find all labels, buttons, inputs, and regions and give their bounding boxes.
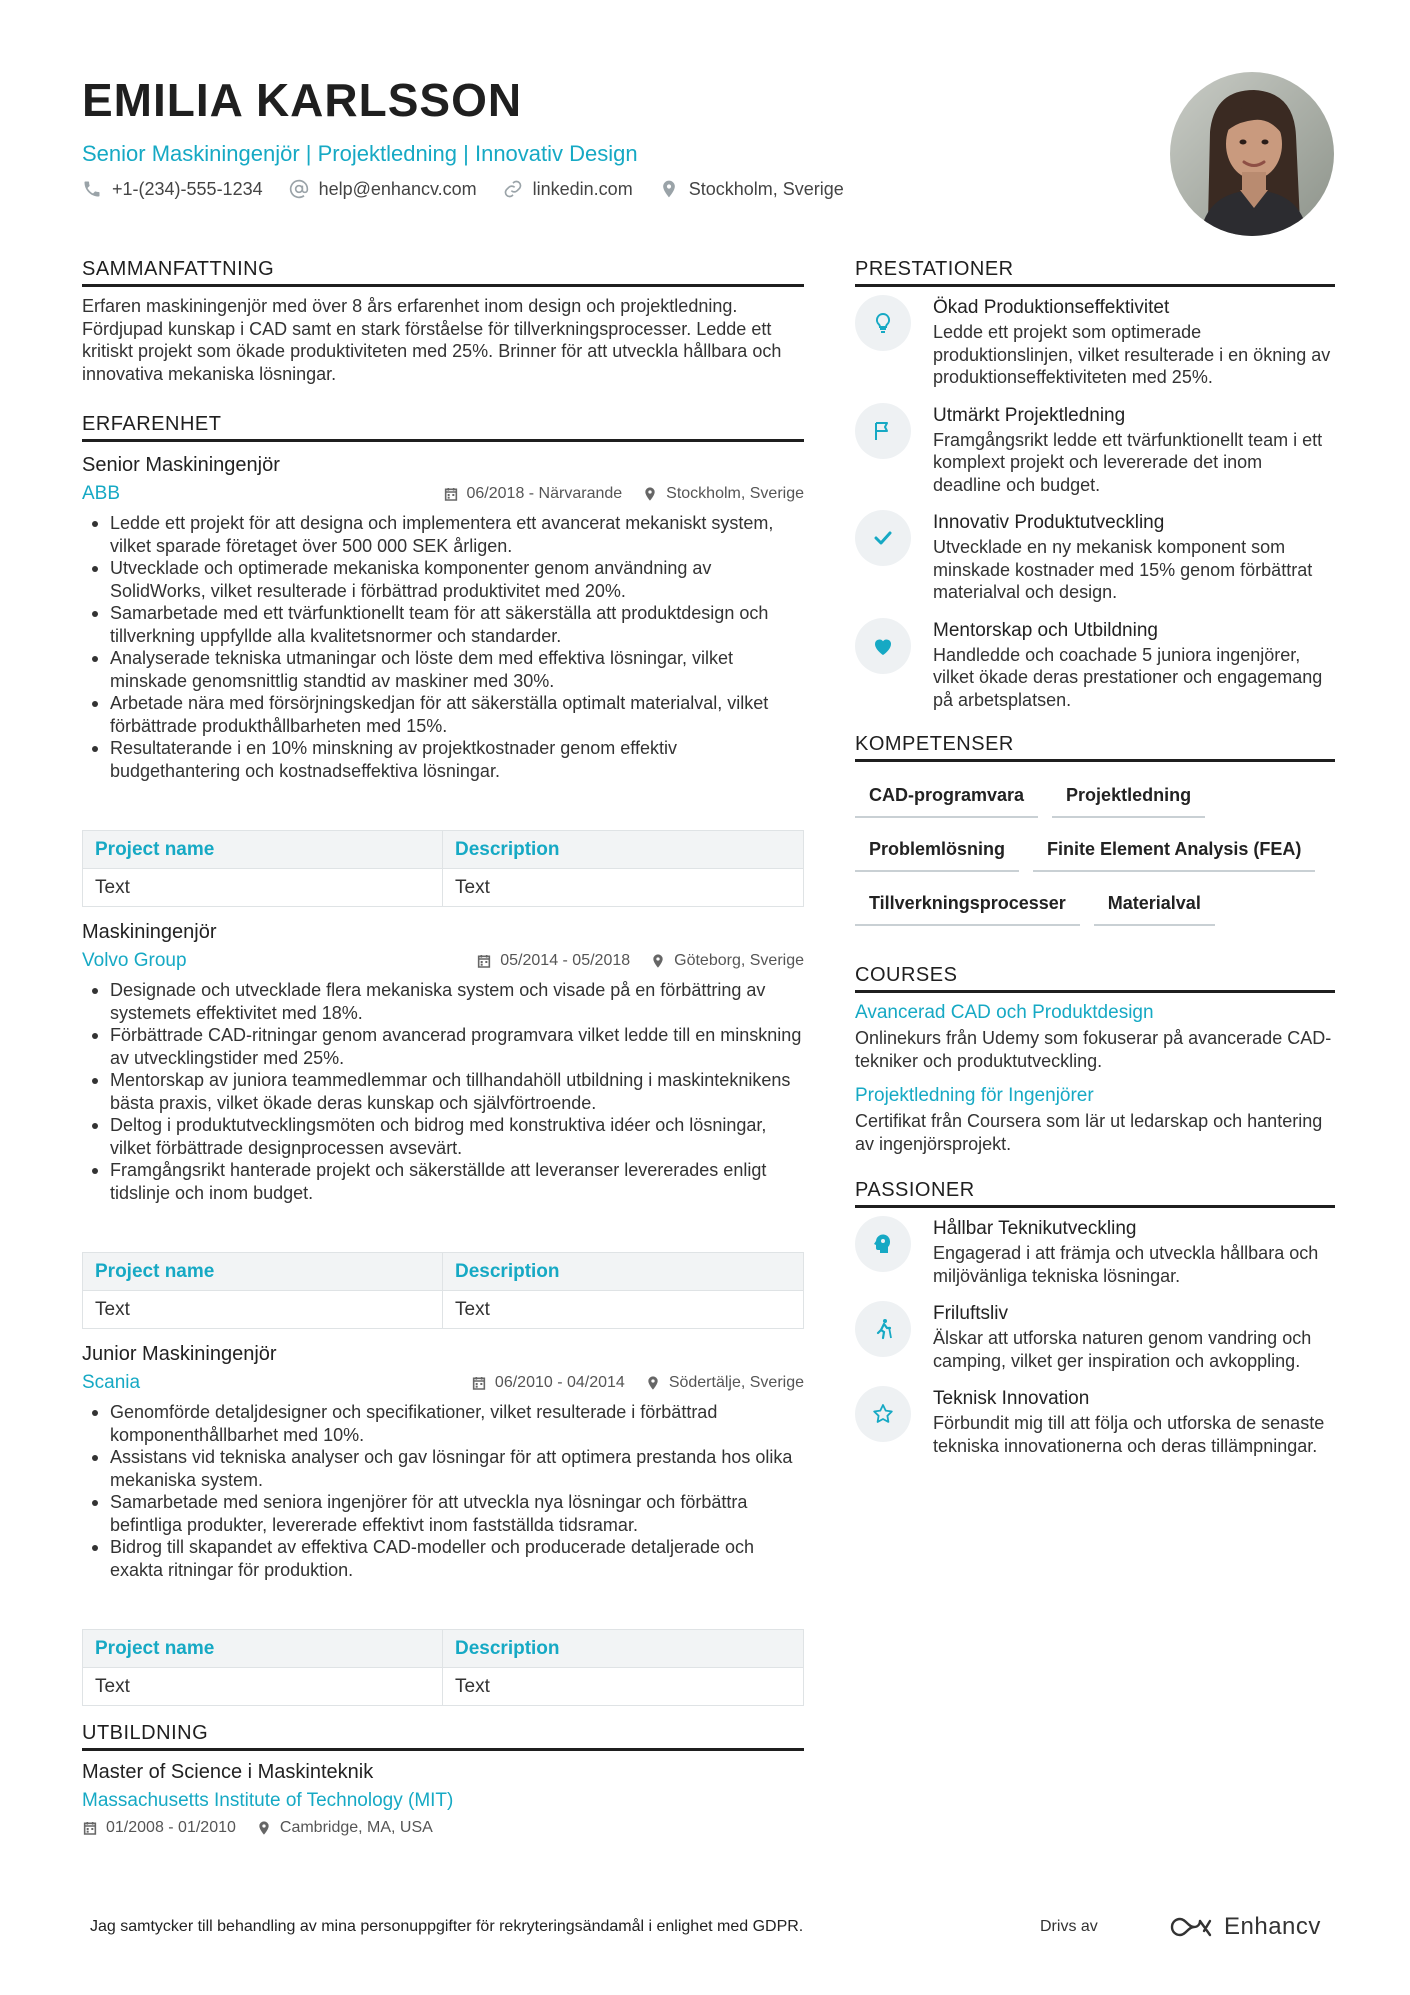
contact-location [659,176,844,202]
passions-heading: PASSIONER [855,1177,1335,1208]
hiking-icon [871,1317,895,1341]
passion-item [855,1216,1335,1287]
list-item: Bidrog till skapandet av effektiva CAD-modeller och producerade detaljerade och exakta ritningar för produktion. [82,1536,804,1581]
lightbulb-icon [871,311,895,335]
table-header-description: Description [443,1253,804,1291]
achievement-icon-wrap [855,510,911,566]
table-cell: Text [443,1291,804,1329]
job-bullets [82,1401,804,1581]
job-dates-text: 05/2014 - 05/2018 [500,952,631,969]
table-header-description: Description [443,831,804,869]
education-meta [82,1815,804,1841]
achievement-item [855,295,1335,389]
project-table [82,1629,804,1706]
course-desc: Certifikat från Coursera som lär ut ledarskap och hantering av ingenjörsprojekt. [855,1111,1323,1154]
passion-desc: Förbundit mig till att följa och utforska de senaste tekniska innovationerna och deras tillämpningar. [933,1413,1325,1456]
contact-phone [82,176,263,202]
project-table [82,1252,804,1329]
summary-text: Erfaren maskiningenjör med över 8 års erfarenhet inom design och projektledning. Fördjupad kunskap i CAD samt en stark förståelse för tillverkningsprocesser. Ledde ett kritiskt projekt som ökade produktiviteten med 25%. Brinner för att utveckla hållbara och innovativa mekaniska lösningar. [82,296,782,384]
job-entry [82,450,804,907]
location-icon [256,1820,272,1836]
skill-tag: Problemlösning [855,832,1019,872]
list-item: Förbättrade CAD-ritningar genom avancerad programvara vilket ledde till en minskning av utvecklingstider med 25%. [82,1024,804,1069]
job-title: Junior Maskiningenjör [82,1343,277,1365]
list-item: Resultaterande i en 10% minskning av projektkostnader genom effektiv budgethantering och kostnadseffektiva lösningar. [82,737,804,782]
achievement-item [855,403,1335,497]
course-title: Avancerad CAD och Produktdesign [855,1002,1154,1023]
table-header-row [83,1253,804,1291]
education-section [82,1720,804,1841]
summary-section [82,256,804,385]
job-dates [443,480,623,508]
calendar-icon [82,1820,98,1836]
skill-tag: CAD-programvara [855,778,1038,818]
link-icon [503,179,523,199]
job-entry [82,1339,804,1706]
achievements-heading: PRESTATIONER [855,256,1335,287]
table-header-description: Description [443,1630,804,1668]
location-icon [645,1375,661,1391]
profile-photo [1170,72,1334,236]
brain-icon [871,1232,895,1256]
table-header-row [83,1630,804,1668]
achievement-title: Utmärkt Projektledning [933,404,1126,426]
list-item: Genomförde detaljdesigner och specifikationer, vilket resulterade i förbättrad komponenthållbarhet med 10%. [82,1401,804,1446]
calendar-icon [443,486,459,502]
passion-item [855,1301,1335,1372]
job-company: ABB [82,483,121,504]
calendar-icon [471,1375,487,1391]
job-location-text: Stockholm, Sverige [666,485,804,502]
skills-section [855,731,1335,926]
education-location [256,1815,433,1841]
gdpr-consent: Jag samtycker till behandling av mina personuppgifter för rekryteringsändamål i enlighet med GDPR. [90,1918,804,1935]
job-entry [82,917,804,1329]
job-dates-text: 06/2018 - Närvarande [466,485,623,502]
list-item: Mentorskap av juniora teammedlemmar och tillhandahöll utbildning i maskinteknikens bästa praxis, vilket ökade deras kunskap och självförtroende. [82,1069,804,1114]
job-meta-row [82,1369,804,1397]
passion-item [855,1386,1335,1457]
job-meta-row [82,947,804,975]
achievement-title: Innovativ Produktutveckling [933,512,1165,533]
passion-title: Hållbar Teknikutveckling [933,1218,1137,1239]
job-bullets [82,979,804,1204]
avatar [1170,72,1334,236]
flag-icon [871,419,895,443]
summary-heading: SAMMANFATTNING [82,256,804,287]
achievement-desc: Handledde och coachade 5 juniora ingenjörer, vilket ökade deras prestationer och engagemang på arbetsplatsen. [933,644,1323,710]
candidate-name: EMILIA KARLSSON [82,74,523,126]
skill-tag: Materialval [1094,886,1215,926]
list-item: Deltog i produktutvecklingsmöten och bidrog med konstruktiva idéer och lösningar, vilket förbättrade designprocessen avsevärt. [82,1114,804,1159]
enhancv-logo[interactable] [1168,1913,1321,1941]
table-header-row [83,831,804,869]
skill-tag: Finite Element Analysis (FEA) [1033,832,1315,872]
table-header-project: Project name [83,1630,443,1668]
resume-footer [90,1913,1330,1940]
job-dates [476,947,630,975]
table-row [83,869,804,907]
table-cell: Text [83,1668,443,1706]
location-icon [659,179,679,199]
phone-icon [82,179,102,199]
job-location [645,1369,804,1397]
contact-linkedin-text: linkedin.com [532,179,633,199]
achievement-title: Mentorskap och Utbildning [933,619,1158,641]
job-location-text: Göteborg, Sverige [674,952,804,969]
job-location [650,947,804,975]
star-icon [871,1402,895,1426]
job-meta-row [82,480,804,508]
passion-title: Teknisk Innovation [933,1388,1090,1409]
powered-by-label: Drivs av [1040,1918,1098,1935]
table-row [83,1291,804,1329]
passion-desc: Engagerad i att främja och utveckla hållbara och miljövänliga tekniska lösningar. [933,1243,1319,1286]
list-item: Samarbetade med seniora ingenjörer för att utveckla nya lösningar och förbättra befintliga produkter, levererade effektivt inom fastställda tidsramar. [82,1491,804,1536]
education-dates [82,1815,236,1841]
table-cell: Text [83,1291,443,1329]
achievement-desc: Framgångsrikt ledde ett tvärfunktionellt team i ett komplext projekt och levererade det inom deadline och budget. [933,429,1323,495]
achievements-section [855,256,1335,711]
achievement-item [855,510,1335,604]
job-bullets [82,512,804,782]
courses-section [855,962,1335,1155]
contact-linkedin[interactable] [503,176,633,202]
check-icon [871,526,895,550]
enhancv-logo-icon [1168,1915,1214,1939]
contact-location-text: Stockholm, Sverige [688,179,844,199]
passions-section [855,1177,1335,1457]
course-desc: Onlinekurs från Udemy som fokuserar på avancerade CAD-tekniker och produktutveckling. [855,1028,1332,1071]
job-meta [471,1369,804,1397]
achievement-item [855,618,1335,712]
location-icon [642,486,658,502]
achievement-icon-wrap [855,295,911,351]
job-title: Maskiningenjör [82,921,217,943]
list-item: Utvecklade och optimerade mekaniska komponenter genom användning av SolidWorks, vilket resulterade i förbättrad produktivitet med 20%. [82,557,804,602]
skill-tag: Projektledning [1052,778,1205,818]
contact-phone-text: +1-(234)-555-1234 [112,179,263,199]
list-item: Designade och utvecklade flera mekaniska system och visade på en förbättring av systemets effektivitet med 18%. [82,979,804,1024]
table-cell: Text [443,1668,804,1706]
job-title: Senior Maskiningenjör [82,454,280,476]
list-item: Samarbetade med ett tvärfunktionellt team för att säkerställa att produktdesign och tillverkning uppfyllde alla kvalitetsnormer och standarder. [82,602,804,647]
passion-icon-wrap [855,1216,911,1272]
passion-icon-wrap [855,1301,911,1357]
courses-heading: COURSES [855,962,1335,993]
list-item: Ledde ett projekt för att designa och implementera ett avancerat mekaniskt system, vilket sparade företaget över 500 000 SEK årligen. [82,512,804,557]
heart-icon [871,634,895,658]
passion-title: Friluftsliv [933,1303,1008,1324]
achievement-desc: Utvecklade en ny mekanisk komponent som minskade kostnader med 15% genom förbättrat materialval och design. [933,537,1313,602]
achievement-title: Ökad Produktionseffektivitet [933,297,1170,318]
job-company: Scania [82,1372,141,1393]
table-header-project: Project name [83,1253,443,1291]
education-heading: UTBILDNING [82,1720,804,1751]
skills-heading: KOMPETENSER [855,731,1335,762]
education-degree: Master of Science i Maskinteknik [82,1761,374,1783]
right-column [855,256,1335,1483]
course-title: Projektledning för Ingenjörer [855,1085,1094,1106]
job-location [642,480,804,508]
candidate-headline: Senior Maskiningenjör | Projektledning | Innovativ Design [82,141,638,166]
list-item: Arbetade nära med försörjningskedjan för att säkerställa optimalt materialval, vilket förbättrade produkthållbarheten med 15%. [82,692,804,737]
enhancv-brand-text: Enhancv [1224,1913,1321,1940]
table-cell: Text [83,869,443,907]
at-icon [289,179,309,199]
skills-list [855,778,1335,926]
achievement-desc: Ledde ett projekt som optimerade produktionslinjen, vilket resulterade i en ökning av produktionseffektiviteten med 25%. [933,322,1331,387]
skill-tag: Tillverkningsprocesser [855,886,1080,926]
experience-heading: ERFARENHET [82,411,804,442]
contact-email[interactable] [289,176,477,202]
location-icon [650,953,666,969]
job-dates [471,1369,625,1397]
passion-desc: Älskar att utforska naturen genom vandring och camping, vilket ger inspiration och avkoppling. [933,1328,1312,1371]
job-dates-text: 06/2010 - 04/2014 [494,1374,625,1391]
calendar-icon [476,953,492,969]
job-company: Volvo Group [82,950,187,971]
education-location-text: Cambridge, MA, USA [279,1819,433,1836]
resume-header [82,72,1162,202]
list-item: Framgångsrikt hanterade projekt och säkerställde att leveranser levererades enligt tidslinje och inom budget. [82,1159,804,1204]
job-meta [476,947,804,975]
education-school: Massachusetts Institute of Technology (MIT) [82,1790,454,1811]
passion-icon-wrap [855,1386,911,1442]
list-item: Analyserade tekniska utmaningar och löste dem med effektiva lösningar, vilket minskade genomsnittlig standtid av maskiner med 30%. [82,647,804,692]
list-item: Assistans vid tekniska analyser och gav lösningar för att optimera prestanda hos olika mekaniska system. [82,1446,804,1491]
contact-email-text: help@enhancv.com [318,179,477,199]
contact-list [82,176,1162,202]
job-location-text: Södertälje, Sverige [668,1374,804,1391]
table-row [83,1668,804,1706]
table-cell: Text [443,869,804,907]
achievement-icon-wrap [855,403,911,459]
table-header-project: Project name [83,831,443,869]
job-meta [443,480,805,508]
experience-section [82,411,804,1706]
education-dates-text: 01/2008 - 01/2010 [106,1819,236,1836]
achievement-icon-wrap [855,618,911,674]
project-table [82,830,804,907]
left-column [82,256,804,1867]
